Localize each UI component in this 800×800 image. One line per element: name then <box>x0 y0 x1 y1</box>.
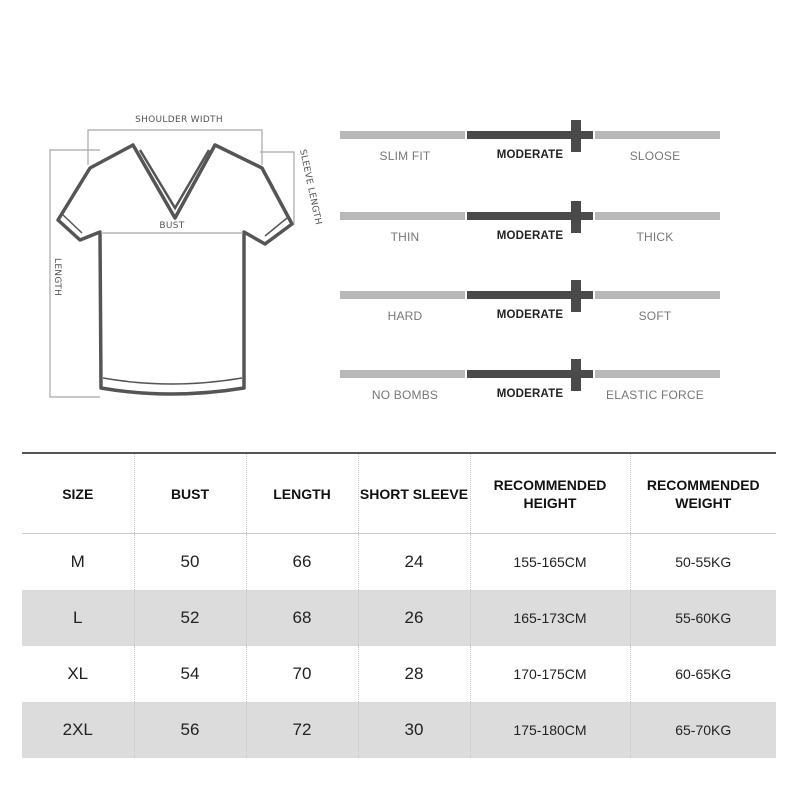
cell-sleeve: 26 <box>358 590 470 646</box>
cell-sleeve: 30 <box>358 702 470 758</box>
cell-length: 72 <box>246 702 358 758</box>
scale-label-left: SLIM FIT <box>379 149 431 163</box>
cell-weight: 60-65KG <box>630 646 776 702</box>
header-height-line1: RECOMMENDED <box>493 476 607 493</box>
cell-sleeve: 28 <box>358 646 470 702</box>
table-row <box>22 702 776 758</box>
cell-size: 2XL <box>22 702 134 758</box>
table-row <box>22 590 776 646</box>
table-row <box>22 646 776 702</box>
cell-weight: 50-55KG <box>630 534 776 591</box>
table-header-row <box>22 453 776 534</box>
scale-marker-cross <box>564 131 590 139</box>
cell-height: 170-175CM <box>470 646 630 702</box>
thickness-scale <box>340 201 720 261</box>
scale-label-middle: MODERATE <box>496 388 564 400</box>
sleeve-length-label: SLEEVE LENGTH <box>297 148 323 227</box>
cell-bust: 56 <box>134 702 246 758</box>
bust-label: BUST <box>159 221 185 231</box>
cell-weight: 65-70KG <box>630 702 776 758</box>
cell-height: 175-180CM <box>470 702 630 758</box>
table-row <box>22 534 776 591</box>
header-weight-line1: RECOMMENDED <box>646 476 760 493</box>
softness-scale <box>340 280 720 340</box>
tshirt-measurement-diagram <box>0 0 330 420</box>
length-label: LENGTH <box>52 258 62 297</box>
cell-height: 155-165CM <box>470 534 630 591</box>
header-short-sleeve: SHORT SLEEVE <box>358 453 470 534</box>
scale-label-middle: MODERATE <box>496 230 564 242</box>
header-bust: BUST <box>134 453 246 534</box>
scale-bar-left <box>340 291 465 299</box>
scale-bar-left <box>340 370 465 378</box>
cell-bust: 54 <box>134 646 246 702</box>
cell-size: M <box>70 552 85 571</box>
scale-label-left: HARD <box>387 309 423 323</box>
cell-weight: 55-60KG <box>630 590 776 646</box>
cell-length: 68 <box>246 590 358 646</box>
cell-height: 165-173CM <box>470 590 630 646</box>
header-recommended-height <box>470 453 630 534</box>
fit-scale <box>340 120 720 180</box>
cell-size: L <box>22 590 134 646</box>
header-height-line2: HEIGHT <box>523 494 577 511</box>
scale-bar-left <box>340 131 465 139</box>
scale-bar-right <box>595 212 720 220</box>
cell-length: 66 <box>246 534 358 591</box>
cell-size: XL <box>67 664 89 683</box>
scale-label-right: THICK <box>636 230 674 244</box>
cell-bust: 52 <box>134 590 246 646</box>
scale-bar-right <box>595 370 720 378</box>
tshirt-outline <box>58 145 292 394</box>
scale-bar-right <box>595 291 720 299</box>
header-weight-line2: WEIGHT <box>675 494 732 511</box>
scale-marker-cross <box>564 370 590 378</box>
scale-label-left: THIN <box>390 230 420 244</box>
shoulder-width-label: SHOULDER WIDTH <box>135 115 223 125</box>
scale-label-right: SLOOSE <box>629 149 681 163</box>
header-length: LENGTH <box>246 453 358 534</box>
scale-bar-right <box>595 131 720 139</box>
scale-label-right: SOFT <box>638 309 672 323</box>
cell-length: 70 <box>246 646 358 702</box>
cell-sleeve: 24 <box>358 534 470 591</box>
scale-marker-cross <box>564 212 590 220</box>
size-chart-table <box>22 452 776 758</box>
scale-label-left: NO BOMBS <box>371 388 439 402</box>
scale-bar-left <box>340 212 465 220</box>
scale-label-right: ELASTIC FORCE <box>606 388 704 402</box>
elasticity-scale <box>340 359 720 419</box>
header-recommended-weight <box>630 453 776 534</box>
cell-bust: 50 <box>134 534 246 591</box>
scale-label-middle: MODERATE <box>496 309 564 321</box>
scale-label-middle: MODERATE <box>496 149 564 161</box>
header-size: SIZE <box>22 453 134 534</box>
scale-marker-cross <box>564 291 590 299</box>
